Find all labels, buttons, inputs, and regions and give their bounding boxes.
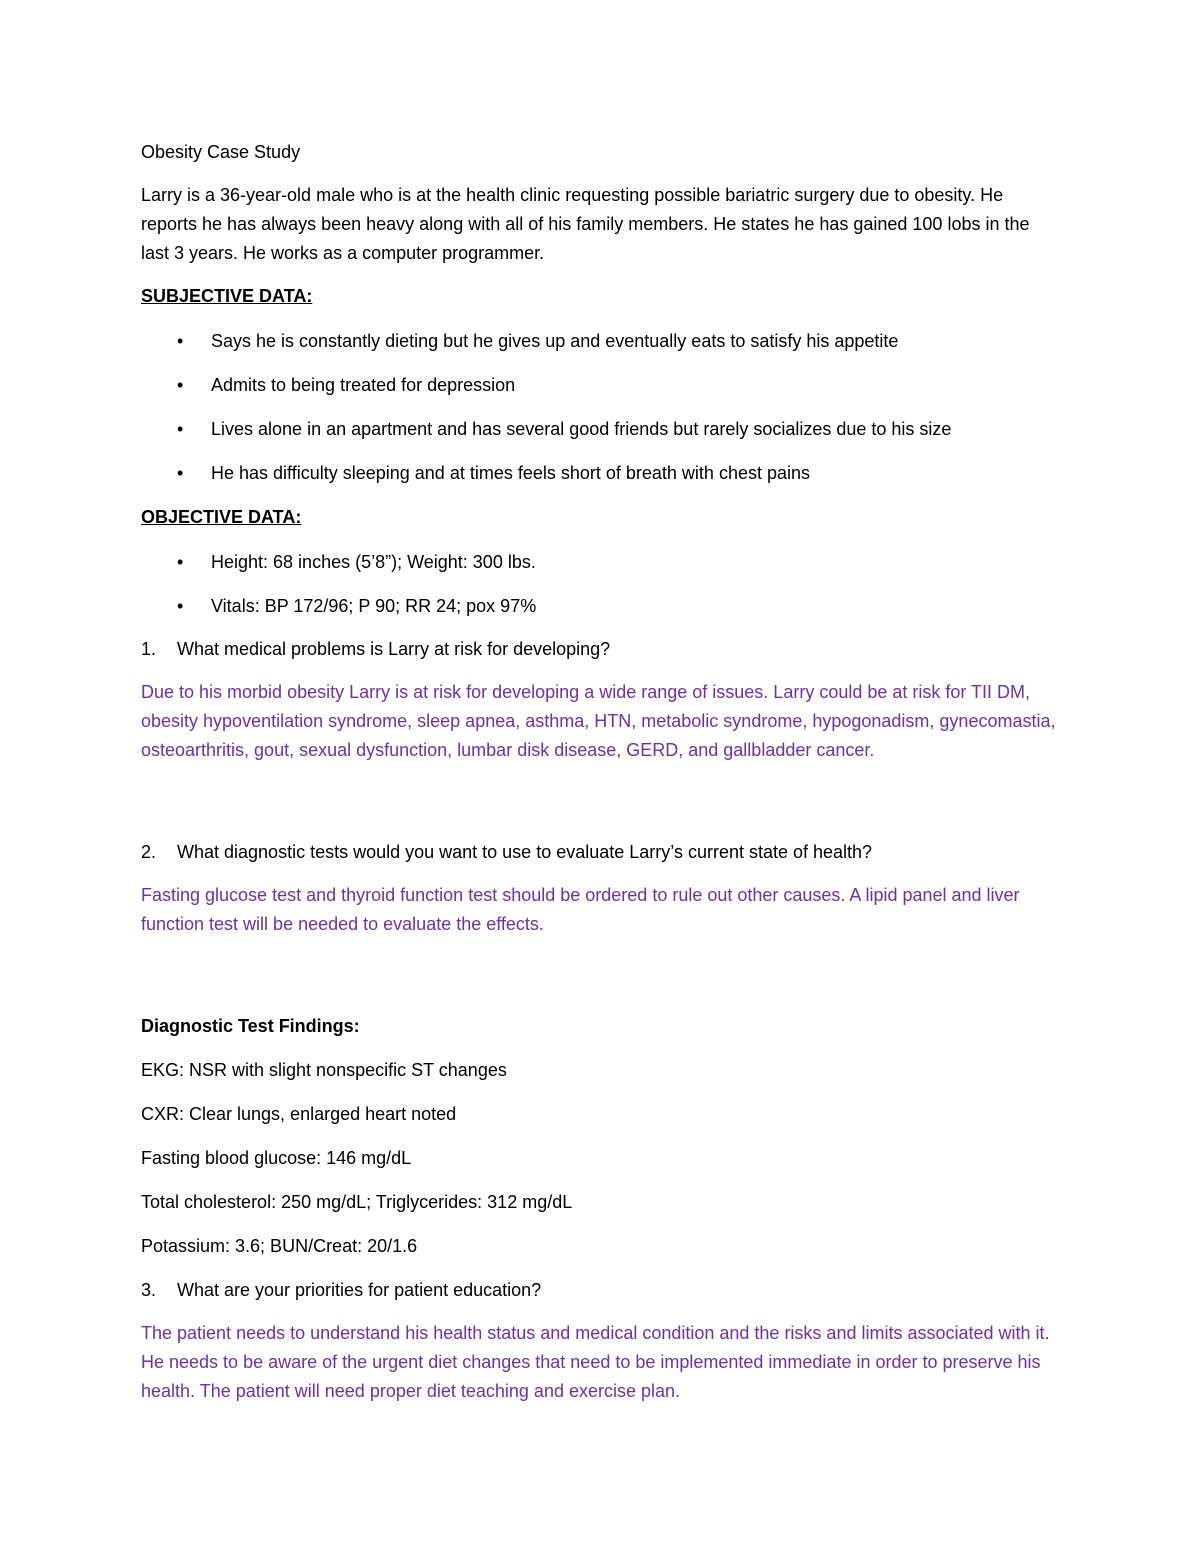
question-2 [141, 838, 1061, 867]
bullet-icon: • [177, 331, 184, 351]
objective-heading: OBJECTIVE DATA: [141, 507, 302, 527]
subjective-list [141, 327, 1061, 488]
bullet-icon: • [177, 596, 184, 616]
finding-electrolytes: Potassium: 3.6; BUN/Creat: 20/1.6 [141, 1236, 418, 1256]
list-item: • Height: 68 inches (5’8”); Weight: 300 lbs. [141, 548, 1061, 577]
finding-glucose: Fasting blood glucose: 146 mg/dL [141, 1148, 412, 1168]
bullet-icon: • [177, 375, 184, 395]
answer-3: The patient needs to understand his health status and medical condition and the risks and limits associated with it. He needs to be aware of the urgent diet changes that need to be implemented immediate in order to preserve his health. The patient will need proper diet teaching and exercise plan. [141, 1323, 1050, 1401]
question-3 [141, 1276, 1061, 1305]
findings-heading: Diagnostic Test Findings: [141, 1016, 360, 1036]
answer-2: Fasting glucose test and thyroid function test should be ordered to rule out other causes. A lipid panel and liver function test will be needed to evaluate the effects. [141, 885, 1020, 934]
bullet-icon: • [177, 552, 184, 572]
question-text: What medical problems is Larry at risk for developing? [177, 639, 611, 659]
finding-cxr: CXR: Clear lungs, enlarged heart noted [141, 1104, 457, 1124]
finding-ekg: EKG: NSR with slight nonspecific ST changes [141, 1060, 507, 1080]
question-text: What diagnostic tests would you want to use to evaluate Larry’s current state of health? [177, 842, 873, 862]
bullet-icon: • [177, 419, 184, 439]
list-item: • Admits to being treated for depression [141, 371, 1061, 400]
bullet-icon: • [177, 463, 184, 483]
question-1 [141, 635, 1061, 664]
list-item: • He has difficulty sleeping and at times feels short of breath with chest pains [141, 459, 1061, 488]
list-item: • Lives alone in an apartment and has several good friends but rarely socializes due to his size [141, 415, 1061, 444]
subjective-heading: SUBJECTIVE DATA: [141, 286, 313, 306]
question-number: 2. [141, 842, 157, 862]
question-number: 1. [141, 639, 157, 659]
question-number: 3. [141, 1280, 157, 1300]
case-intro: Larry is a 36-year-old male who is at the health clinic requesting possible bariatric surgery due to obesity. He reports he has always been heavy along with all of his family members. He states he has gained 100 lobs in the last 3 years. He works as a computer programmer. [141, 185, 1030, 263]
question-text: What are your priorities for patient education? [177, 1280, 542, 1300]
document-page [141, 138, 1061, 1406]
objective-list [141, 548, 1061, 621]
finding-lipids: Total cholesterol: 250 mg/dL; Triglycerides: 312 mg/dL [141, 1192, 573, 1212]
document-title: Obesity Case Study [141, 142, 301, 162]
answer-1: Due to his morbid obesity Larry is at risk for developing a wide range of issues. Larry could be at risk for TII DM, obesity hypoventilation syndrome, sleep apnea, asthma, HTN, metabolic syndrome, hypogonadism, gynecomastia, osteoarthritis, gout, sexual dysfunction, lumbar disk disease, GERD, and gallbladder cancer. [141, 682, 1056, 760]
list-item: • Vitals: BP 172/96; P 90; RR 24; pox 97% [141, 592, 1061, 621]
list-item: • Says he is constantly dieting but he gives up and eventually eats to satisfy his appetite [141, 327, 1061, 356]
